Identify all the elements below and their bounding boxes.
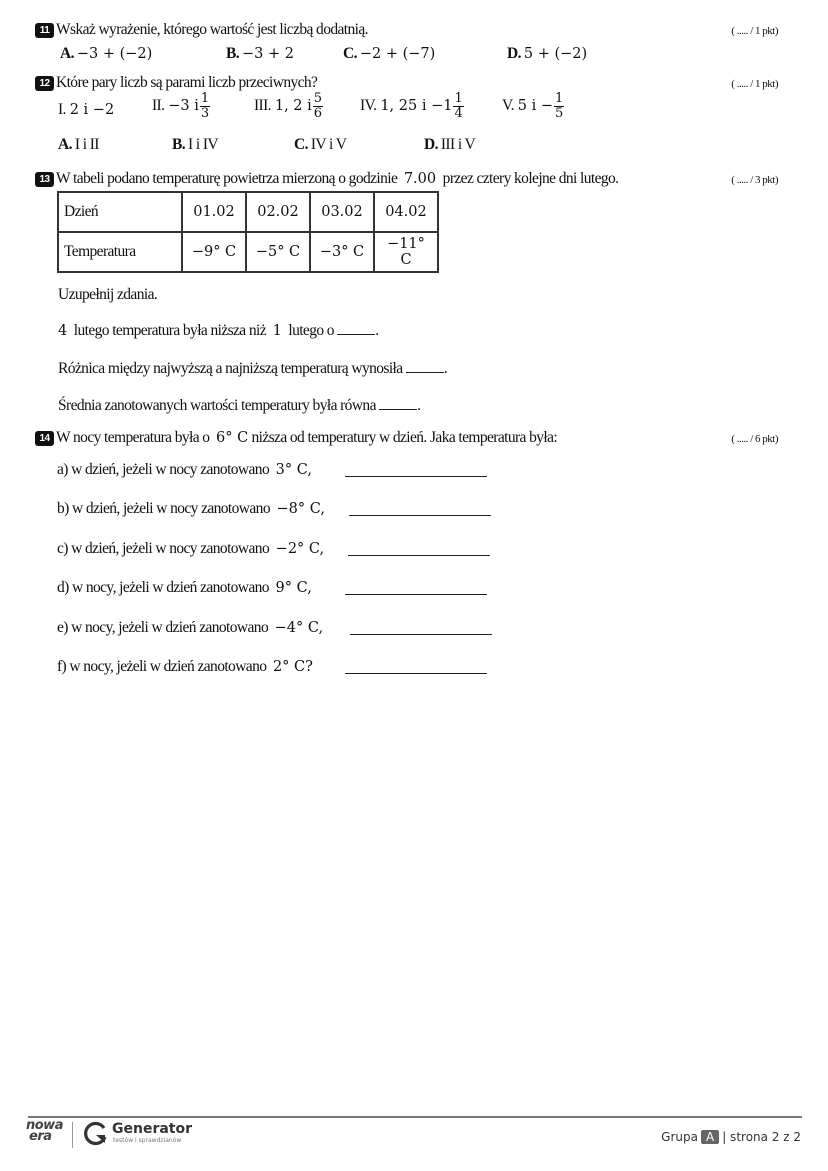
- item-e: e) w nocy, jeżeli w dzień zanotowano −4° C,: [57, 619, 324, 636]
- row-label: Temperatura: [58, 232, 182, 272]
- pair-3: III. 1, 2 i $\frac{5}{6}$: [254, 91, 323, 121]
- temperature-table: [57, 191, 439, 273]
- question-text: Które pary liczb są parami liczb przeciwnych?: [56, 74, 318, 91]
- sentence-1: 4 lutego temperatura była niższa niż 1 lutego o .: [58, 322, 379, 339]
- temp-cell: −5° C: [246, 232, 310, 272]
- pair-4: IV. 1, 25 i −1 $\frac{1}{4}$: [360, 91, 463, 121]
- answer-blank-b[interactable]: [349, 515, 491, 516]
- item-a: a) w dzień, jeżeli w nocy zanotowano 3° C,: [57, 461, 312, 478]
- row-label: Dzień: [58, 192, 182, 232]
- day-cell: 04.02: [374, 192, 438, 232]
- temp-cell: −9° C: [182, 232, 246, 272]
- answer-blank[interactable]: [379, 409, 417, 410]
- fraction: $\frac{1}{5}$: [554, 91, 564, 121]
- item-c: c) w dzień, jeżeli w nocy zanotowano −2° C,: [57, 540, 325, 557]
- generator-title: Generator: [112, 1121, 193, 1137]
- page-info: Grupa A | strona 2 z 2: [661, 1130, 801, 1144]
- points-box: ( ..... / 6 pkt): [731, 433, 778, 445]
- answer-blank[interactable]: [406, 372, 444, 373]
- question-11-heading: [35, 21, 368, 39]
- option-a[interactable]: A. −3 + (−2): [60, 45, 153, 62]
- footer-divider: [28, 1116, 802, 1118]
- item-d: d) w nocy, jeżeli w dzień zanotowano 9° C,: [57, 579, 312, 596]
- day-cell: 02.02: [246, 192, 310, 232]
- answer-blank-c[interactable]: [348, 555, 490, 556]
- pair-1: I. 2 i −2: [58, 101, 115, 118]
- option-b[interactable]: B. −3 + 2: [226, 45, 294, 62]
- fraction: $\frac{1}{3}$: [200, 91, 210, 121]
- option-d[interactable]: D. 5 + (−2): [507, 45, 588, 62]
- question-12-heading: [35, 74, 317, 92]
- generator-logo-icon: [84, 1122, 108, 1146]
- option-c[interactable]: C. −2 + (−7): [343, 45, 436, 62]
- question-number-badge: 12: [35, 76, 54, 91]
- question-13-heading: 13 W tabeli podano temperaturę powietrza mierzoną o godzinie 7.00 przez cztery kolejne dni lutego.: [35, 170, 618, 188]
- pair-2: II. −3 i $\frac{1}{3}$: [152, 91, 210, 121]
- question-number-badge: 13: [35, 172, 54, 187]
- answer-blank-d[interactable]: [345, 594, 487, 595]
- day-cell: 01.02: [182, 192, 246, 232]
- instruction: Uzupełnij zdania.: [58, 286, 158, 303]
- option-c[interactable]: C. IV i V: [294, 136, 347, 153]
- nowa-era-logo: nowa era: [26, 1118, 63, 1144]
- temp-cell: −3° C: [310, 232, 374, 272]
- item-f: f) w nocy, jeżeli w dzień zanotowano 2° C?: [57, 658, 313, 675]
- question-14-heading: 14 W nocy temperatura była o 6° C niższa od temperatury w dzień. Jaka temperatura była:: [35, 429, 557, 447]
- temp-cell: −11° C: [374, 232, 438, 272]
- pair-5: V. 5 i − $\frac{1}{5}$: [502, 91, 564, 121]
- fraction: $\frac{5}{6}$: [313, 91, 323, 121]
- points-box: ( ..... / 3 pkt): [731, 174, 778, 186]
- day-cell: 03.02: [310, 192, 374, 232]
- answer-blank-e[interactable]: [350, 634, 492, 635]
- answer-blank-f[interactable]: [345, 673, 487, 674]
- generator-subtitle: testów i sprawdzianów: [113, 1137, 182, 1144]
- sentence-2: Różnica między najwyższą a najniższą temperaturą wynosiła .: [58, 360, 448, 377]
- question-number-badge: 11: [35, 23, 54, 38]
- option-a[interactable]: A. I i II: [58, 136, 99, 153]
- answer-blank-a[interactable]: [345, 476, 487, 477]
- answer-blank[interactable]: [337, 334, 375, 335]
- logo-separator: [72, 1122, 73, 1148]
- group-badge: A: [701, 1130, 719, 1144]
- question-text: Wskaż wyrażenie, którego wartość jest liczbą dodatnią.: [56, 21, 368, 38]
- option-b[interactable]: B. I i IV: [172, 136, 218, 153]
- points-box: ( ..... / 1 pkt): [731, 78, 778, 90]
- fraction: $\frac{1}{4}$: [454, 91, 463, 121]
- points-box: ( ..... / 1 pkt): [731, 25, 778, 37]
- table-row: [58, 232, 438, 272]
- question-number-badge: 14: [35, 431, 54, 446]
- table-row: [58, 192, 438, 232]
- item-b: b) w dzień, jeżeli w nocy zanotowano −8° C,: [57, 500, 325, 517]
- sentence-3: Średnia zanotowanych wartości temperatury była równa .: [58, 397, 421, 414]
- option-d[interactable]: D. III i V: [424, 136, 476, 153]
